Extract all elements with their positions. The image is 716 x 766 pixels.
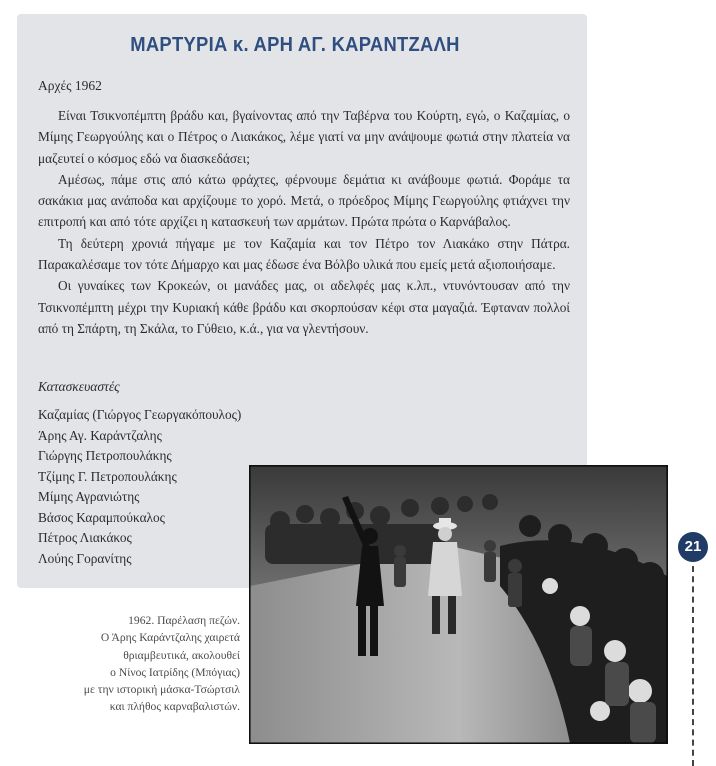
photo-caption [60, 612, 240, 716]
builder-name: Λούης Γορανίτης [38, 550, 132, 566]
date-line: Αρχές 1962 [38, 78, 102, 93]
parade-photo-illustration [250, 466, 667, 743]
caption-line: θριαμβευτικά, ακολουθεί [123, 648, 240, 662]
paragraph: Τη δεύτερη χρονιά πήγαμε με τον Καζαμία και τον Πέτρο τον Λιακάκο στην Πάτρα. Παρακαλέσαμε τον τότε Δήμαρχο και μας έδωσε ένα Βόλβο υλικά που εμείς μετά αξιοποιήσαμε. [38, 235, 570, 273]
builder-name: Άρης Αγ. Καράντζαλης [38, 427, 162, 443]
caption-line: και πλήθος καρναβαλιστών. [109, 700, 240, 714]
builders-list [38, 405, 241, 569]
page-title: ΜΑΡΤΥΡΙΑ κ. ΑΡΗ ΑΓ. ΚΑΡΑΝΤΖΑΛΗ [130, 34, 460, 56]
caption-line: ο Νίνος Ιατρίδης (Μπόγιας) [110, 665, 240, 679]
builder-name: Βάσος Καραμπούκαλος [38, 509, 165, 525]
builder-name: Μίμης Αγρανιώτης [38, 489, 140, 504]
page-number-badge: 21 [678, 532, 708, 562]
builder-name: Πέτρος Λιακάκος [38, 530, 132, 545]
caption-line: Ο Άρης Καράντζαλης χαιρετά [100, 631, 240, 645]
testimony-text [38, 105, 570, 339]
margin-dashed-line [692, 566, 694, 766]
builder-name: Γιώργης Πετροπουλάκης [38, 448, 172, 463]
paragraph: Αμέσως, πάμε στις από κάτω φράχτες, φέρνουμε δεμάτια κι ανάβουμε φωτιά. Φοράμε τα σακάκια μας ανάποδα και αρχίζουμε το χορό. Μετά, ο πρόεδρος Μίμης Γεωργούλης φτιάχνει την επιτροπή και από τότε αρχίζει η κατασκευή των αρμάτων. Πρώτα πρώτα ο Καρνάβαλος. [38, 171, 570, 230]
builder-name: Τζίμης Γ. Πετροπουλάκης [38, 468, 177, 484]
caption-line: 1962. Παρέλαση πεζών. [128, 614, 240, 627]
builder-name: Καζαμίας (Γιώργος Γεωργακόπουλος) [38, 407, 242, 422]
builders-heading: Κατασκευαστές [38, 379, 120, 394]
paragraph: Είναι Τσικνοπέμπτη βράδυ και, βγαίνοντας από την Ταβέρνα του Κούρτη, εγώ, ο Καζαμίας, ο Μίμης Γεωργούλης και ο Πέτρος ο Λιακάκος, λέμε γιατί να μην ανάψουμε φωτιά στην πλατεία να μαζευτεί ο κόσμος εδώ να διασκεδάσει; [38, 108, 570, 166]
paragraph: Οι γυναίκες των Κροκεών, οι μανάδες μας, οι αδελφές μας κ.λπ., ντυνόντουσαν από την Τσικνοπέμπτη μέχρι την Κυριακή κάθε βράδυ και σκορπούσαν κέφι στα μαγαζιά. Έφταναν πολλοί από τη Σπάρτη, τη Σκάλα, το Γύθειο, κ.ά., για να γλεντήσουν. [38, 278, 570, 336]
parade-photo [249, 465, 668, 744]
caption-line: με την ιστορική μάσκα-Τσώρτσιλ [83, 683, 240, 697]
